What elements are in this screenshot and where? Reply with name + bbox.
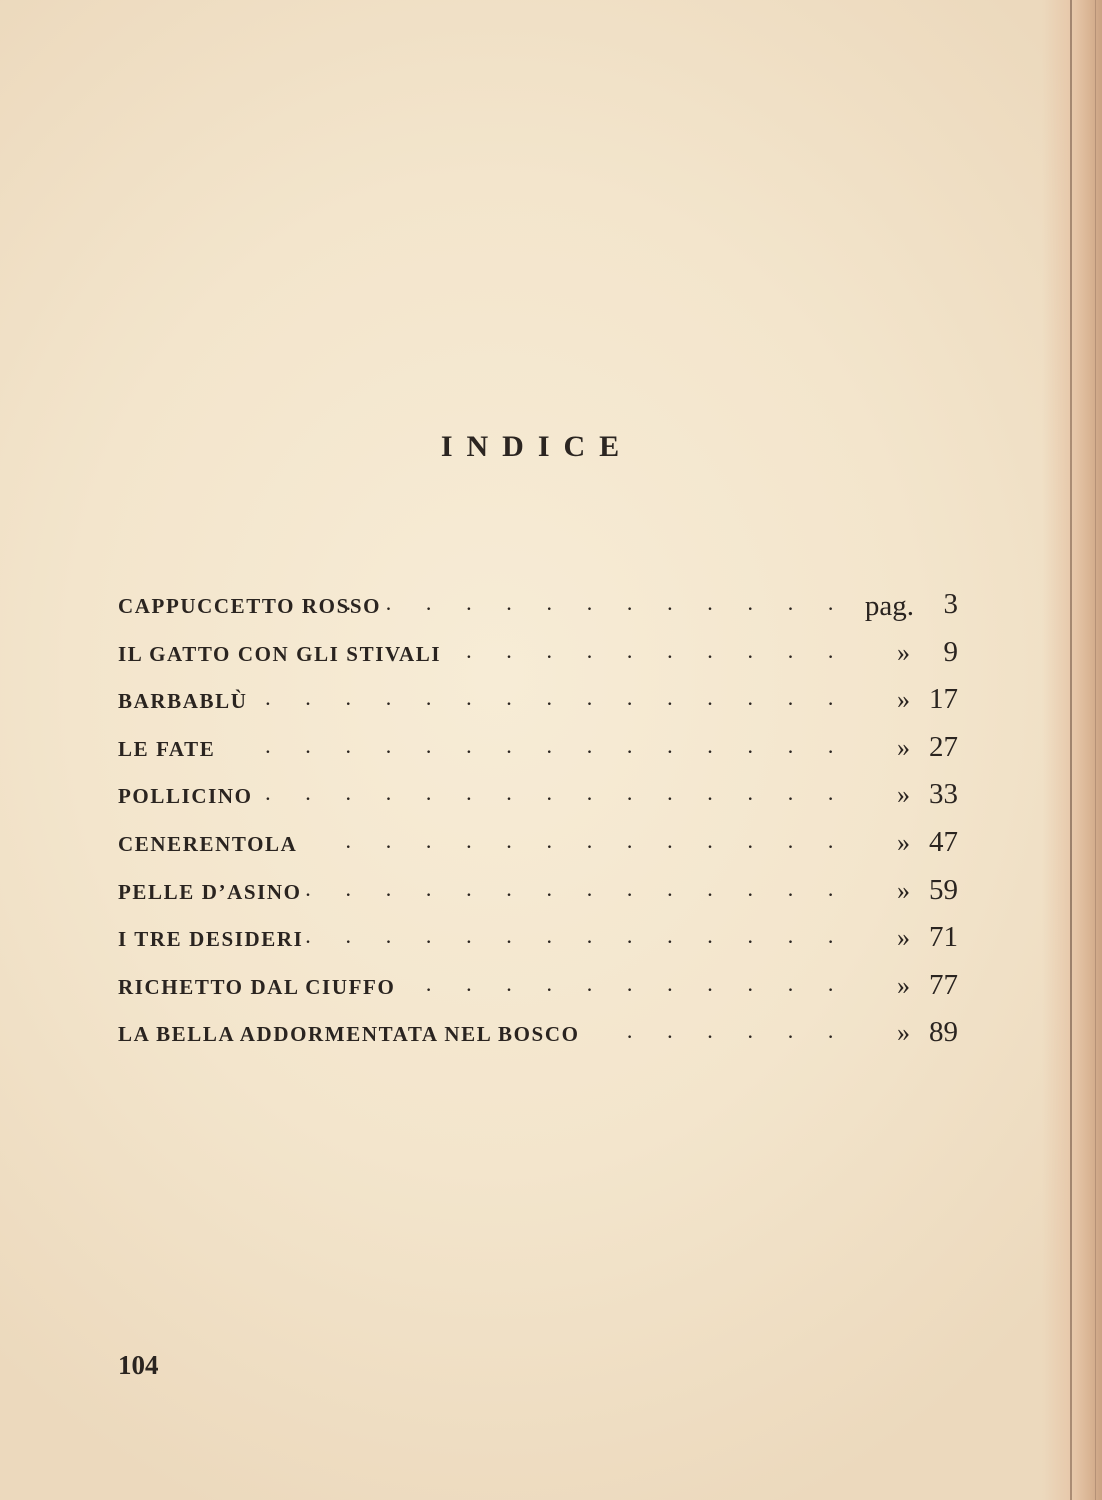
toc-leader-dots: . . . . . . . . . . . . .	[345, 590, 848, 615]
toc-entry-title: IL GATTO CON GLI STIVALI	[118, 641, 442, 666]
toc-entry-title: CAPPUCCETTO ROSSO	[118, 594, 382, 618]
toc-leader-dots: . . . . . . . . . . . . . . .	[265, 685, 848, 711]
page-title: INDICE	[440, 430, 634, 463]
toc-entry	[118, 584, 958, 632]
page-edge-line-outer	[1095, 0, 1096, 1500]
toc-ditto-mark: »	[897, 970, 910, 1000]
toc-ditto-mark: »	[897, 732, 910, 762]
toc-leader-dots: . . . . . .	[626, 1018, 848, 1044]
toc-ditto-mark: »	[897, 875, 910, 905]
toc-entry	[118, 679, 958, 727]
toc-ditto-mark: »	[897, 637, 910, 667]
toc-ditto-mark: »	[897, 780, 910, 810]
table-of-contents	[118, 584, 958, 1060]
toc-entry	[118, 965, 958, 1013]
toc-page-number: 9	[943, 635, 958, 668]
toc-ditto-mark: »	[897, 923, 910, 953]
toc-leader-dots: . . . . . . . . . . . . . . .	[265, 732, 848, 758]
toc-entry	[118, 822, 958, 870]
toc-leader-dots: . . . . . . . . . . .	[425, 970, 848, 996]
page-edge-shadow	[1042, 0, 1102, 1500]
toc-page-number: 71	[929, 921, 958, 954]
toc-entry	[118, 1012, 958, 1060]
toc-leader-dots: . . . . . . . . . . . . . . .	[265, 780, 848, 806]
toc-entry-title: LA BELLA ADDORMENTATA NEL BOSCO	[118, 1022, 580, 1047]
toc-page-number: 33	[929, 778, 958, 811]
toc-entry	[118, 727, 958, 775]
toc-leader-dots: . . . . . . . . . . . . . .	[305, 923, 848, 949]
toc-entry-title: BARBABLÙ	[118, 689, 248, 714]
toc-page-number: 77	[929, 968, 958, 1001]
toc-leader-dots: . . . . . . . . . . . . .	[345, 827, 848, 853]
toc-page-number: 89	[929, 1016, 958, 1049]
toc-entry-title: CENERENTOLA	[118, 831, 298, 856]
toc-page-number: 27	[929, 730, 958, 763]
toc-entry-title: RICHETTO DAL CIUFFO	[118, 974, 396, 999]
toc-leader-dots: . . . . . . . . . . . . . .	[305, 875, 848, 901]
toc-entry	[118, 632, 958, 680]
toc-page-number: 17	[929, 683, 958, 716]
toc-entry-title: I TRE DESIDERI	[118, 927, 304, 952]
toc-entry	[118, 870, 958, 918]
toc-entry-title: POLLICINO	[118, 784, 253, 809]
toc-entry	[118, 917, 958, 965]
toc-ditto-mark: »	[897, 685, 910, 715]
toc-entry	[118, 774, 958, 822]
toc-ditto-mark: »	[897, 1018, 910, 1048]
toc-entry-title: LE FATE	[118, 736, 216, 761]
toc-page-prefix: pag.	[864, 590, 914, 622]
toc-ditto-mark: »	[897, 827, 910, 857]
toc-page-number: 47	[929, 825, 958, 858]
toc-page-number: 3	[943, 588, 958, 620]
page-number-folio: 104	[118, 1350, 159, 1380]
page-edge-line	[1070, 0, 1072, 1500]
toc-leader-dots: . . . . . . . . . .	[466, 637, 848, 663]
toc-entry-title: PELLE D’ASINO	[118, 879, 302, 904]
toc-page-number: 59	[929, 873, 958, 906]
